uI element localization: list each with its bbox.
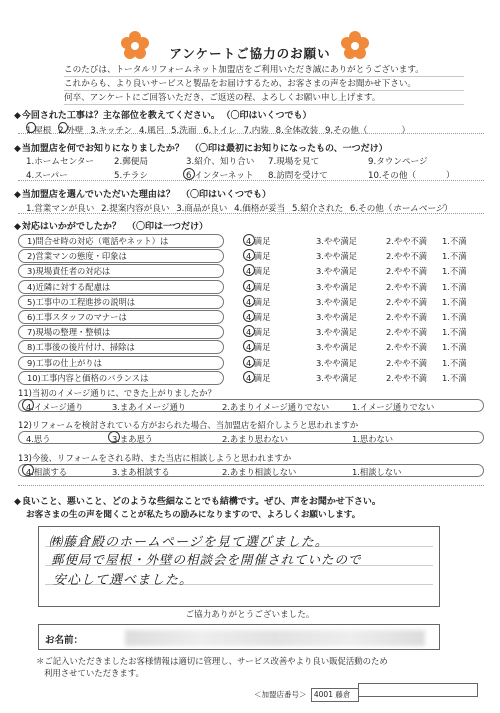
row-label: 6)工事スタッフのマナーは <box>18 310 224 324</box>
intro-text: このたびは、トータルリフォームネット加盟店をご利用いただき誠にありがとうございます。 これからも、より良いサービスと製品をお届けするため、お客さまの声をお聞かせ下さい。 何卒、アンケートにご回答いただき、ご返送の程、よろしくお願い申し上げます。 <box>64 63 464 105</box>
scale-option[interactable]: 2.やや不満 <box>386 372 428 383</box>
scale-option[interactable]: 3.やや満足 <box>316 281 358 292</box>
scale-option[interactable]: 4.満足 <box>246 281 271 292</box>
comments-heading: ◆良いこと、悪いこと、どのような些細なことでも結構です。ぜひ、声をお聞かせ下さい。 <box>14 497 381 507</box>
scale-option[interactable]: 4.満足 <box>246 236 271 246</box>
satisfaction-row[interactable] <box>18 280 488 295</box>
satisfaction-row[interactable] <box>18 340 488 355</box>
selected-mark <box>243 356 255 368</box>
scale-option[interactable]: 2.やや不満 <box>386 327 428 338</box>
selected-mark <box>243 234 255 246</box>
scale-option[interactable]: 4.満足 <box>246 312 271 322</box>
row-label: 7)現場の整理・整頓は <box>18 325 224 339</box>
satisfaction-row[interactable] <box>18 295 488 310</box>
scale-option[interactable]: 2.やや不満 <box>386 342 428 353</box>
selected-mark <box>183 168 195 180</box>
handwritten-comment: ㈱藤倉殿のホームページを見て選びました。 <box>49 535 329 550</box>
satisfaction-row[interactable] <box>18 310 488 325</box>
row-label: 1)問合せ時の対応（電話やネット）は <box>18 234 224 248</box>
selected-mark <box>243 280 255 292</box>
satisfaction-row[interactable] <box>18 249 488 264</box>
selected-mark <box>243 295 255 307</box>
store-number-value: 4001 藤倉 <box>311 688 359 702</box>
scale-option[interactable]: 4.満足 <box>246 251 271 262</box>
scale-option[interactable]: 2.やや不満 <box>386 357 428 368</box>
scale-option[interactable]: 3.やや満足 <box>316 357 358 368</box>
row-label: 2)営業マンの態度・印象は <box>18 249 224 263</box>
scale-option[interactable]: 2.やや不満 <box>386 266 428 277</box>
scale-option[interactable]: 1.不満 <box>442 296 467 307</box>
scale-option[interactable]: 4.満足 <box>246 296 271 307</box>
scale-option[interactable]: 3.やや満足 <box>316 266 358 277</box>
scale-option[interactable]: 3.やや満足 <box>316 342 358 353</box>
row-label: 4)近隣に対する配慮は <box>18 280 224 294</box>
q12-question: 12)リフォームを検討されている方がおられた場合、当加盟店を紹介しようと思われますか <box>18 420 359 430</box>
satisfaction-row[interactable] <box>18 325 488 340</box>
selected-mark <box>243 310 255 322</box>
scale-option[interactable]: 4.満足 <box>246 357 271 368</box>
comments-subheading: お客さまの生の声を聞くことが私たちの励みになりますので、よろしくお願いします。 <box>26 510 361 520</box>
scale-option[interactable]: 1.不満 <box>442 266 467 277</box>
row-label: 3)現場責任者の対応は <box>18 264 224 278</box>
name-box[interactable] <box>38 624 440 650</box>
row-label: 5)工事中の工程進捗の説明は <box>18 295 224 309</box>
divider <box>18 180 484 181</box>
scale-option[interactable]: 4.満足 <box>246 327 271 338</box>
scale-option[interactable]: 3.やや満足 <box>316 312 358 322</box>
scale-option[interactable]: 1.不満 <box>442 312 467 322</box>
selected-mark <box>243 371 255 383</box>
scale-option[interactable]: 2.やや不満 <box>386 251 428 262</box>
satisfaction-row[interactable] <box>18 356 488 371</box>
thanks-text: ご協力ありがとうございました。 <box>185 610 315 620</box>
name-label: お名前： <box>45 635 84 646</box>
page-title: アンケートご協力のお願い <box>169 46 331 61</box>
store-number: ＜加盟店番号＞ 4001 藤倉 <box>254 683 478 702</box>
q3-options[interactable]: 1.営業マンが良い 2.提案内容が良い 3.商品が良い 4.価格が妥当 5.紹介された 6.その他（ホームページ） <box>26 204 453 214</box>
scale-option[interactable]: 1.不満 <box>442 236 467 246</box>
redacted-name <box>125 630 425 646</box>
comment-box[interactable] <box>38 526 440 607</box>
divider <box>18 133 484 134</box>
scale-option[interactable]: 2.やや不満 <box>386 296 428 307</box>
handwritten-comment: 郵便局で屋根・外壁の相談会を開催されていたので <box>51 552 362 567</box>
scale-option[interactable]: 2.やや不満 <box>386 236 428 246</box>
row-label: 10)工事内容と価格のバランスは <box>18 371 224 385</box>
q2-heading: ◆当加盟店を何でお知りになりましたか？ （〇印は最初にお知りになったもの、一つだけ） <box>14 144 388 154</box>
scale-option[interactable]: 4.満足 <box>246 372 271 383</box>
privacy-note: ＊ご記入いただきましたお客様情報は適切に管理し、サービス改善やより良い販促活動のため 利用させていただきます。 <box>36 656 388 678</box>
scale-option[interactable]: 3.やや満足 <box>316 251 358 262</box>
survey-page: アンケートご協力のお願い このたびは、トータルリフォームネット加盟店をご利用いただき誠にありがとうございます。 これからも、より良いサービスと製品をお届けするため、お客さまの声をお聞かせ下さい。 何卒、アンケートにご回答いただき、ご返送の程、よろしくお願い申し上げます。 ◆今回された工事は？主な部位を教えてください。 （〇印はいくつでも） 1.屋根 2.外壁 3.キッチン 4.風呂 5.洗面 6.トイレ 7.内装 8.全体改装 9.その他（ ） ◆当加盟店を何でお知りになりましたか？ （〇印は最初にお知りになったもの、一つだけ） 1.ホームセンター 2.郵便局 3.紹介、知り合い 7.現場を見て 9.タウンページ 4.スーパー 5.チラシ 6.インターネット 8.訪問を受けて 10.その他（ ） ◆当加盟店を選んでいただいた理由は？ （〇印はいくつでも） 1.営業マンが良い 2.提案内容が良い 3.商品が良い 4.価格が妥当 5.紹介された 6.その他（ホームページ） ◆対応はいかがでしたか？ （〇印は一つだけ） 1)問合せ時の対応（電話やネット）は 4.満足 3.やや満足 2.やや不満 1.不満 2)営業マンの態度・印象は 4.満足 3.やや満足 2.やや不満 1.不満 3)現場責任者の対応は 4.満足 3.やや満足 2.やや不満 1.不満 4)近隣に対する配慮は 4.満足 3.やや満足 2.やや不満 1.不満 5)工事中の工程進捗の説明は 4.満足 3.やや満足 2.やや不満 1.不満 6)工事スタッフのマナーは 4.満足 3.やや満足 2.やや不満 1.不満 7)現場の整理・整頓は 4.満足 3.やや満足 2.やや不満 1.不満 8)工事後の後片付け、掃除は 4.満足 3.やや満足 2.やや不満 1.不満 9)工事の仕上がりは 4.満足 3.やや満足 2.やや不満 1.不満 10)工事内容と価格のバランスは 4.満足 3.やや満足 2.やや不満 1.不満 11)当初のイメージ通りに、できた上がりましたか？ 4.イメージ通り 3.まあイメージ通り 2.あまりイメージ通りでない 1.イメージ通りでない 12)リフォームを検討されている方がおられた場合、当加盟店を紹介しようと思われますか 4.思う 3.まあ思う 2.あまり思わない 1.思わない 13)今後、リフォームをされる時、また当店に相談しようと思われますか 4.相談する 3.まあ相談する 2.あまり相談しない 1.相談しない ◆良いこと、悪いこと、どのような些細なことでも結構です。ぜひ、声をお聞かせ下さい。 お客さまの生の声を聞くことが私たちの励みになりますので、よろしくお願いします。 ㈱藤倉殿のホームページを見て選びました。 郵便局で屋根・外壁の相談会を開催されていたので 安心して選べました。 ご協力ありがとうございました。 お名前： ＊ご記入いただきましたお客様情報は適切に管理し、サービス改善やより良い販促活動のため 利用させていただきます。 ＜加盟店番号＞ 4001 藤倉 <box>0 0 500 713</box>
other-handwritten: ホームページ <box>392 204 444 214</box>
scale-option[interactable]: 3.やや満足 <box>316 372 358 383</box>
selected-mark <box>22 399 34 411</box>
q1-heading: ◆今回された工事は？主な部位を教えてください。 （〇印はいくつでも） <box>14 111 312 121</box>
scale-option[interactable]: 3.やや満足 <box>316 236 358 246</box>
scale-option[interactable]: 1.不満 <box>442 251 467 262</box>
q1-options[interactable]: 1.屋根 2.外壁 3.キッチン 4.風呂 5.洗面 6.トイレ 7.内装 8.全体改装 9.その他（ ） <box>26 122 414 136</box>
scale-option[interactable]: 4.満足 <box>246 342 271 353</box>
scale-option[interactable]: 3.やや満足 <box>316 327 358 338</box>
selected-mark <box>22 464 34 476</box>
scale-option[interactable]: 2.やや不満 <box>386 312 428 322</box>
satisfaction-row[interactable] <box>18 234 488 249</box>
scale-option[interactable]: 4.満足 <box>246 266 271 277</box>
q4-heading: ◆対応はいかがでしたか？ （〇印は一つだけ） <box>14 222 208 232</box>
scale-option[interactable]: 1.不満 <box>442 281 467 292</box>
q11-question: 11)当初のイメージ通りに、できた上がりましたか？ <box>18 388 216 398</box>
scale-option[interactable]: 1.不満 <box>442 357 467 368</box>
divider <box>18 213 484 214</box>
scale-option[interactable]: 3.やや満足 <box>316 296 358 307</box>
q3-heading: ◆当加盟店を選んでいただいた理由は？ （〇印はいくつでも） <box>14 190 271 200</box>
satisfaction-row[interactable] <box>18 264 488 279</box>
scale-option[interactable]: 1.不満 <box>442 342 467 353</box>
handwritten-comment: 安心して選べました。 <box>53 573 194 588</box>
q13-question: 13)今後、リフォームをされる時、また当店に相談しようと思われますか <box>18 453 292 463</box>
divider <box>18 485 484 486</box>
row-label: 8)工事後の後片付け、掃除は <box>18 340 224 354</box>
scale-option[interactable]: 1.不満 <box>442 327 467 338</box>
scale-option[interactable]: 1.不満 <box>442 372 467 383</box>
satisfaction-row[interactable] <box>18 371 488 386</box>
selected-mark <box>108 431 120 443</box>
scale-option[interactable]: 2.やや不満 <box>386 281 428 292</box>
row-label: 9)工事の仕上がりは <box>18 356 224 370</box>
